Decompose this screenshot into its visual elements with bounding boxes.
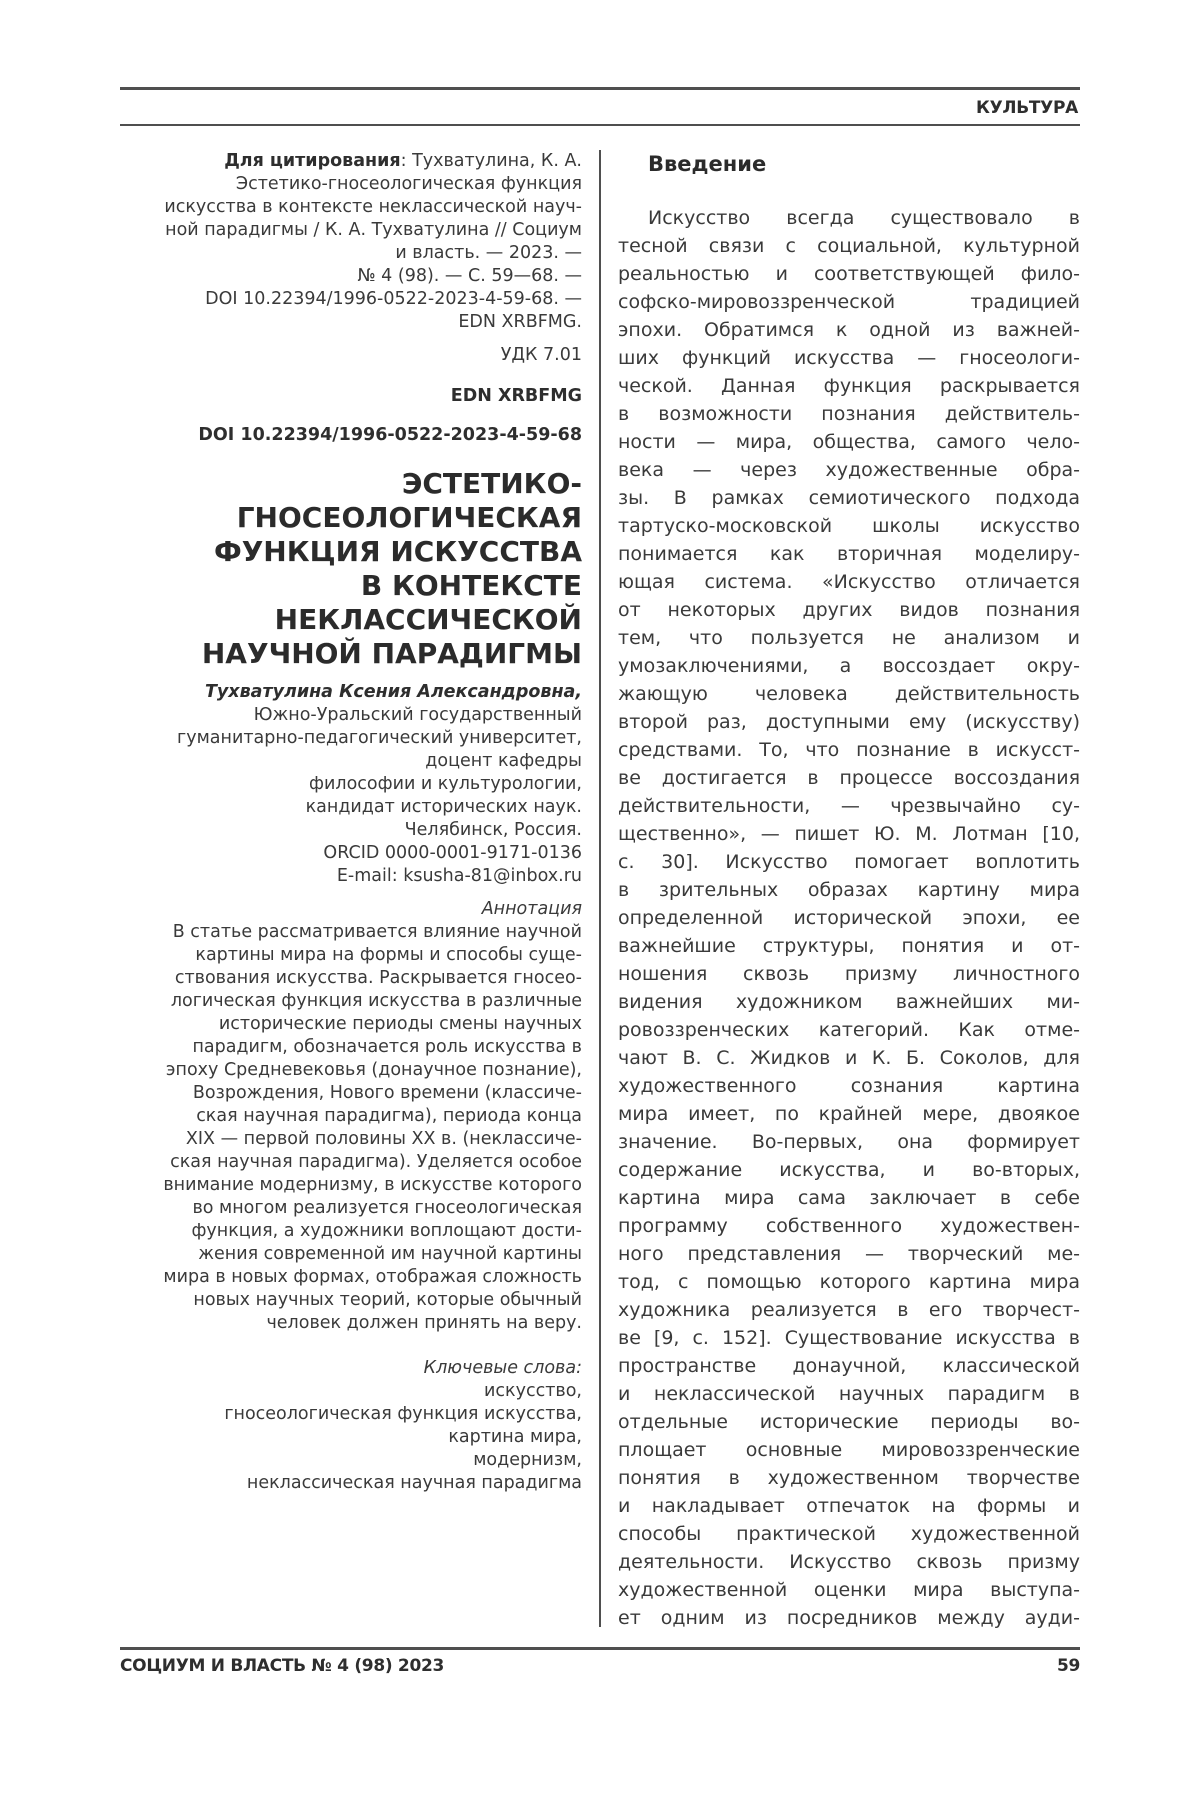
article-columns [120, 150, 1080, 1632]
text-line: ве [9, с. 152]. Существование искусства в [618, 1327, 1080, 1349]
text-line: ствования искусства. Раскрывается гносео- [174, 968, 582, 988]
text-line: жающую человека действительность [618, 683, 1080, 705]
text-line: с. 30]. Искусство помогает воплотить [618, 851, 1080, 873]
text-line: В статье рассматривается влияние научной [172, 922, 582, 942]
text-line: ORCID 0000-0001-9171-0136 [323, 843, 582, 863]
text-line: эпоху Средневековья (донаучное познание), [165, 1060, 582, 1080]
text-line: века — через художественные обра- [618, 459, 1080, 481]
text-line: понимается как вторичная моделиру- [618, 543, 1080, 565]
article-meta-column [120, 150, 582, 1632]
text-line: доцент кафедры [425, 751, 582, 771]
text-line: в зрительных образах картину мира [618, 879, 1080, 901]
text-line: и власть. — 2023. — [395, 243, 582, 263]
text-line: зы. В рамках семиотического подхода [618, 487, 1080, 509]
citation-label: Для цитирования [224, 151, 401, 171]
text-line: эпохи. Обратимся к одной из важней- [618, 319, 1080, 341]
keywords-label: Ключевые слова: [423, 1358, 582, 1378]
text-line: новых научных теорий, которые обычный [193, 1290, 582, 1310]
text-line: ФУНКЦИЯ ИСКУССТВА [213, 535, 582, 568]
text-line: ющая система. «Искусство отличается [618, 571, 1080, 593]
text-line: логическая функция искусства в различные [170, 991, 582, 1011]
text-line: EDN XRBFMG. [458, 312, 582, 332]
text-line: ГНОСЕОЛОГИЧЕСКАЯ [236, 501, 582, 534]
text-line: художественной оценки мира выступа- [618, 1579, 1080, 1601]
author-affiliation [120, 704, 582, 888]
text-line: действительности, — чрезвычайно су- [618, 795, 1080, 817]
text-line: № 4 (98). — С. 59—68. — [357, 266, 582, 286]
text-line: чают В. С. Жидков и К. Б. Соколов, для [618, 1047, 1080, 1069]
text-line: ровоззренческих категорий. Как отме- [618, 1019, 1080, 1041]
text-line: XIX — первой половины XX в. (неклассиче- [185, 1129, 582, 1149]
text-line: мира в новых формах, отображая сложность [163, 1267, 582, 1287]
text-line: отдельные исторические периоды во- [618, 1411, 1080, 1433]
text-line: кандидат исторических наук. [305, 797, 582, 817]
text-line: ЭСТЕТИКО- [401, 467, 582, 500]
text-line: тод, с помощью которого картина мира [618, 1271, 1080, 1293]
text-line: человек должен принять на веру. [266, 1313, 582, 1333]
abstract-text [120, 921, 582, 1335]
text-line: искусство, [484, 1381, 582, 1401]
introduction-heading: Введение [648, 152, 767, 176]
text-line: ет одним из посредников между ауди- [618, 1607, 1080, 1629]
text-line: тартуско-московской школы искусство [618, 515, 1080, 537]
text-line: Южно-Уральский государственный [253, 705, 582, 725]
text-line: в возможности познания действитель- [618, 403, 1080, 425]
text-line: от некоторых других видов познания [618, 599, 1080, 621]
text-line: художника реализуется в его творчест- [618, 1299, 1080, 1321]
udc-label: УДК 7.01 [500, 345, 582, 365]
text-line: DOI 10.22394/1996-0522-2023-4-59-68. — [205, 289, 582, 309]
text-line: щественно», — пишет Ю. М. Лотман [10, [618, 823, 1080, 845]
article-body-column [618, 150, 1080, 1632]
citation-block [120, 150, 582, 334]
introduction-paragraph [618, 204, 1080, 1632]
text-line: видения художником важнейших ми- [618, 991, 1080, 1013]
text-line: тем, что пользуется не анализом и [618, 627, 1080, 649]
text-line: и неклассической научных парадигм в [618, 1383, 1080, 1405]
citation-first-line [120, 150, 582, 173]
text-line: деятельности. Искусство сквозь призму [618, 1551, 1080, 1573]
text-line: ческой. Данная функция раскрывается [618, 375, 1080, 397]
text-line: внимание модернизму, в искусстве которого [163, 1175, 582, 1195]
text-line: философии и культурологии, [309, 774, 582, 794]
abstract-label: Аннотация [481, 899, 582, 919]
text-line: E-mail: ksusha-81@inbox.ru [336, 866, 582, 886]
section-label: КУЛЬТУРА [976, 98, 1078, 118]
footer-rule [120, 1647, 1080, 1650]
text-line: картина мира, [448, 1427, 582, 1447]
text-line: понятия в художественном творчестве [618, 1467, 1080, 1489]
text-line: пространстве донаучной, классической [618, 1355, 1080, 1377]
header-bottom-rule [120, 124, 1080, 126]
text-line: жения современной им научной картины [198, 1244, 582, 1264]
text-line: во многом реализуется гносеологическая [192, 1198, 582, 1218]
text-line: ношения сквозь призму личностного [618, 963, 1080, 985]
journal-name: СОЦИУМ И ВЛАСТЬ № 4 (98) 2023 [120, 1656, 445, 1676]
author-name: Тухватулина Ксения Александровна, [204, 682, 582, 702]
text-line: ская научная парадигма). Уделяется особое [170, 1152, 582, 1172]
page-number: 59 [1056, 1656, 1080, 1676]
edn-label: EDN XRBFMG [450, 386, 582, 406]
text-line: средствами. То, что познание в искусст- [618, 739, 1080, 761]
text-line: способы практической художественной [618, 1523, 1080, 1545]
text-line: художественного сознания картина [618, 1075, 1080, 1097]
text-line: исторические периоды смены научных [218, 1014, 582, 1034]
text-line: ности — мира, общества, самого чело- [618, 431, 1080, 453]
text-line: функция, а художники воплощают дости- [191, 1221, 582, 1241]
text-line: гуманитарно-педагогический университет, [177, 728, 582, 748]
text-line: программу собственного художествен- [618, 1215, 1080, 1237]
text-line: содержание искусства, и во-вторых, [618, 1159, 1080, 1181]
text-line: искусства в контексте неклассической науч- [164, 197, 582, 217]
text-line: НАУЧНОЙ ПАРАДИГМЫ [201, 637, 582, 670]
text-line: тесной связи с социальной, культурной [618, 235, 1080, 257]
text-line: Эстетико-гносеологическая функция [235, 174, 582, 194]
text-line: ной парадигмы / К. А. Тухватулина // Социум [165, 220, 582, 240]
text-line: ного представления — творческий ме- [618, 1243, 1080, 1265]
text-line: В КОНТЕКСТЕ [360, 569, 582, 602]
text-line: значение. Во-первых, она формирует [618, 1131, 1080, 1153]
text-line: модернизм, [473, 1450, 582, 1470]
text-line: Искусство всегда существовало в [648, 207, 1080, 229]
author-block [120, 681, 582, 888]
text-line: важнейшие структуры, понятия и от- [618, 935, 1080, 957]
citation-lines [120, 173, 582, 334]
page-footer [120, 1656, 1080, 1676]
keywords-text [120, 1380, 582, 1495]
text-line: второй раз, доступными ему (искусству) [618, 711, 1080, 733]
text-line: картина мира сама заключает в себе [618, 1187, 1080, 1209]
text-line: картины мира на формы и способы суще- [195, 945, 582, 965]
text-line: реальностью и соответствующей фило- [618, 263, 1080, 285]
doi-label: DOI 10.22394/1996-0522-2023-4-59-68 [198, 425, 582, 445]
text-line: гносеологическая функция искусства, [224, 1404, 582, 1424]
text-line: Возрождения, Нового времени (классиче- [192, 1083, 582, 1103]
text-line: мира имеет, по крайней мере, двоякое [618, 1103, 1080, 1125]
text-line: умозаключениями, а воссоздает окру- [618, 655, 1080, 677]
text-line: неклассическая научная парадигма [246, 1473, 582, 1493]
text-line: софско-мировоззренческой традицией [618, 291, 1080, 313]
column-divider [599, 150, 601, 1627]
text-line: и накладывает отпечаток на формы и [618, 1495, 1080, 1517]
text-line: определенной исторической эпохи, ее [618, 907, 1080, 929]
text-line: ших функций искусства — гносеологи- [618, 347, 1080, 369]
citation-first-line-rest: : Тухватулина, К. А. [400, 151, 582, 171]
text-line: ская научная парадигма), периода конца [196, 1106, 582, 1126]
header-top-rule [120, 87, 1080, 90]
text-line: ве достигается в процессе воссоздания [618, 767, 1080, 789]
text-line: площает основные мировоззренческие [618, 1439, 1080, 1461]
text-line: парадигм, обозначается роль искусства в [192, 1037, 582, 1057]
text-line: НЕКЛАССИЧЕСКОЙ [274, 603, 582, 636]
article-title [120, 467, 582, 671]
text-line: Челябинск, Россия. [404, 820, 582, 840]
page-header [120, 92, 1078, 124]
